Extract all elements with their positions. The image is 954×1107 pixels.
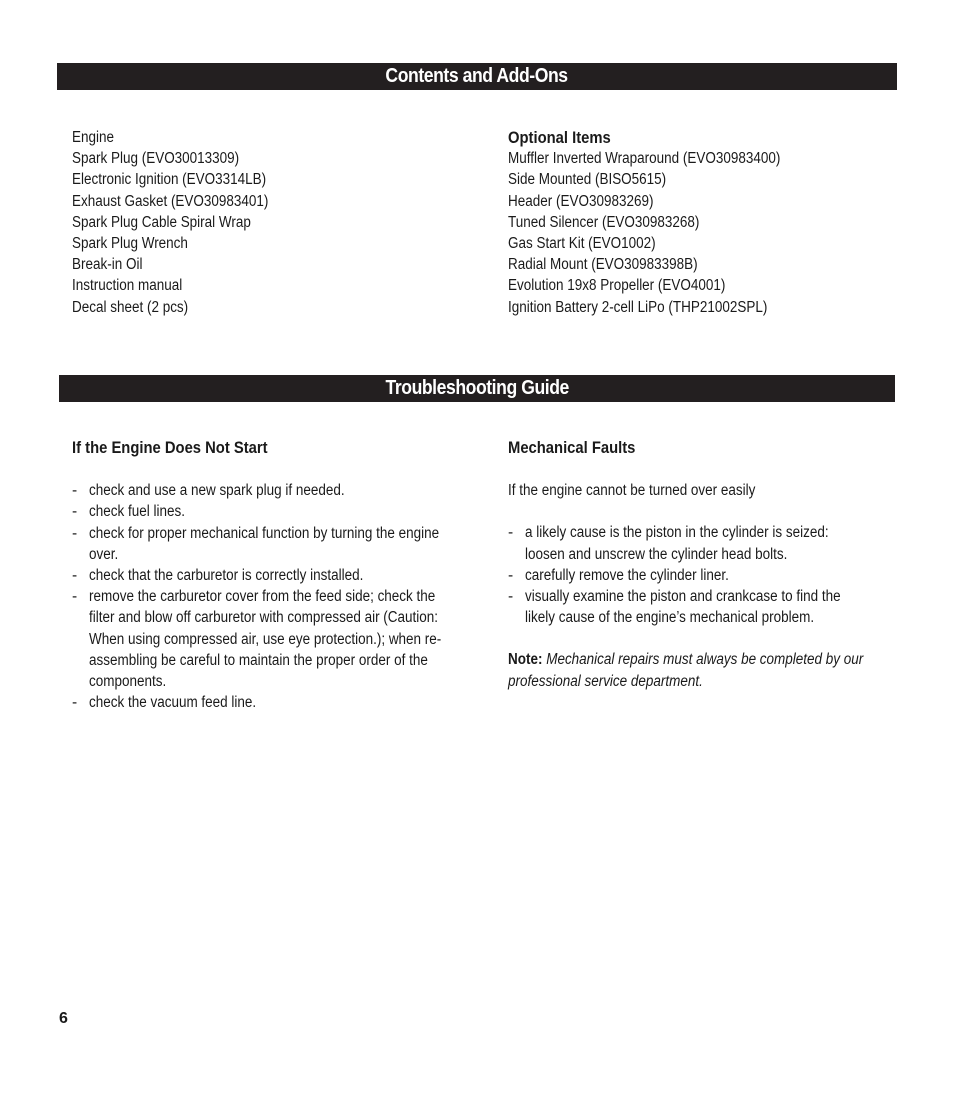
optional-items-heading: Optional Items <box>508 128 611 147</box>
list-item: Spark Plug Cable Spiral Wrap <box>72 213 251 231</box>
mechanical-faults-section <box>508 437 908 692</box>
engine-not-start-section <box>72 437 482 713</box>
note-label: Note: <box>508 651 543 669</box>
list-item: Spark Plug (EVO30013309) <box>72 150 240 168</box>
list-item: Evolution 19x8 Propeller (EVO4001) <box>508 277 726 295</box>
service-note <box>508 649 908 691</box>
list-item: Spark Plug Wrench <box>72 235 188 253</box>
list-item: - carefully remove the cylinder liner. <box>508 566 729 584</box>
list-item: Ignition Battery 2-cell LiPo (THP21002SPL) <box>508 298 768 316</box>
troubleshooting-header-bar <box>59 375 895 402</box>
list-item: Exhaust Gasket (EVO30983401) <box>72 192 269 210</box>
list-item: - check the vacuum feed line. <box>72 694 257 712</box>
list-item: - remove the carburetor cover from the feed side; check the filter and blow off carburetor with compressed air (Caution: When using compressed air, use eye protection.); when re-assembling be careful to maintain the proper order of the components. <box>72 588 442 691</box>
list-item: - check fuel lines. <box>72 503 185 521</box>
list-item: Decal sheet (2 pcs) <box>72 298 189 316</box>
page-number: 6 <box>59 1010 68 1027</box>
list-item: Side Mounted (BISO5615) <box>508 171 667 189</box>
mechanical-faults-list <box>508 522 908 628</box>
contents-list <box>72 127 298 318</box>
list-item: Gas Start Kit (EVO1002) <box>508 235 656 253</box>
list-item: Header (EVO30983269) <box>508 192 654 210</box>
note-text: Mechanical repairs must always be completed by our professional service department. <box>508 651 864 690</box>
engine-not-start-list <box>72 480 482 713</box>
mechanical-faults-intro: If the engine cannot be turned over easily <box>508 482 756 500</box>
list-item: Electronic Ignition (EVO3314LB) <box>72 171 267 189</box>
list-item: - check for proper mechanical function by turning the engine over. <box>72 524 440 563</box>
list-item: - check and use a new spark plug if needed. <box>72 482 345 500</box>
list-item: Instruction manual <box>72 277 183 295</box>
contents-title: Contents and Add-Ons <box>385 65 569 87</box>
optional-items-list <box>508 127 821 318</box>
engine-not-start-heading: If the Engine Does Not Start <box>72 438 268 457</box>
mechanical-faults-heading: Mechanical Faults <box>508 438 636 457</box>
contents-header-bar <box>57 63 897 90</box>
list-item: - visually examine the piston and crankcase to find the likely cause of the engine’s mechanical problem. <box>508 588 841 627</box>
list-item: Radial Mount (EVO30983398B) <box>508 256 698 274</box>
list-item: Break-in Oil <box>72 256 143 274</box>
troubleshooting-title: Troubleshooting Guide <box>385 377 569 399</box>
list-item: - check that the carburetor is correctly installed. <box>72 567 364 585</box>
list-item: Muffler Inverted Wraparound (EVO30983400) <box>508 150 781 168</box>
list-item: Engine <box>72 129 114 146</box>
list-item: - a likely cause is the piston in the cylinder is seized: loosen and unscrew the cylinder head bolts. <box>508 524 829 563</box>
list-item: Tuned Silencer (EVO30983268) <box>508 213 700 231</box>
